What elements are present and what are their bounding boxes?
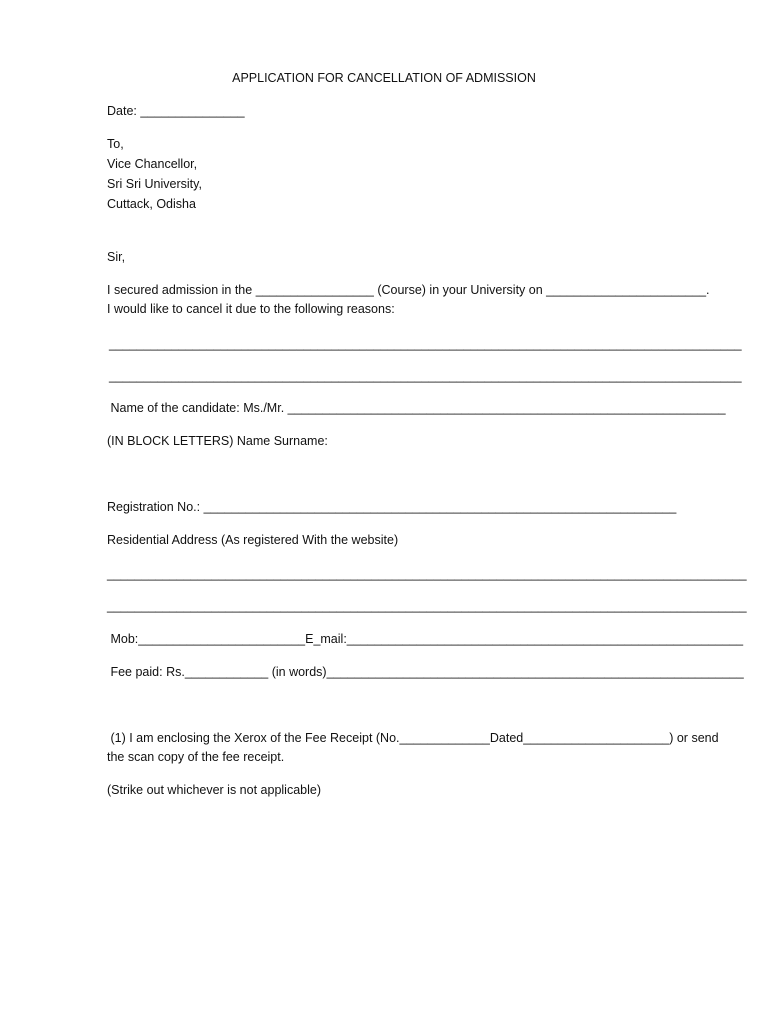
- block-letters-line: (IN BLOCK LETTERS) Name Surname:: [107, 434, 328, 448]
- fee-paid-line: Fee paid: Rs.____________ (in words)____________________________________________________________: [107, 665, 744, 679]
- registration-line: Registration No.: ____________________________________________________________________: [107, 500, 677, 514]
- salutation: Sir,: [107, 250, 126, 264]
- date-line: Date: _______________: [107, 104, 245, 118]
- residential-address-label: Residential Address (As registered With the website): [107, 533, 399, 547]
- address-line-2: Sri Sri University,: [107, 177, 202, 191]
- candidate-name-line: Name of the candidate: Ms./Mr. _______________________________________________________________: [107, 401, 726, 415]
- body-line-2: I would like to cancel it due to the following reasons:: [107, 302, 395, 316]
- address-blank-line-1: ____________________________________________________________________________________________: [107, 567, 747, 581]
- address-blank-line-2: ____________________________________________________________________________________________: [107, 599, 747, 613]
- address-line-1: Vice Chancellor,: [107, 157, 198, 171]
- document-title: APPLICATION FOR CANCELLATION OF ADMISSION: [232, 71, 536, 85]
- reason-line-2: ___________________________________________________________________________________________: [109, 369, 742, 383]
- strike-note: (Strike out whichever is not applicable): [107, 783, 321, 797]
- address-to: To,: [107, 137, 124, 151]
- address-line-3: Cuttack, Odisha: [107, 197, 196, 211]
- enclosure-line-1: (1) I am enclosing the Xerox of the Fee Receipt (No._____________Dated_____________________) or send: [107, 731, 719, 745]
- mob-email-line: Mob:________________________E_mail:_________________________________________________________: [107, 632, 744, 646]
- reason-line-1: ___________________________________________________________________________________________: [109, 337, 742, 351]
- body-line-1: I secured admission in the _________________ (Course) in your University on _______________________.: [107, 283, 710, 297]
- enclosure-line-2: the scan copy of the fee receipt.: [107, 750, 285, 764]
